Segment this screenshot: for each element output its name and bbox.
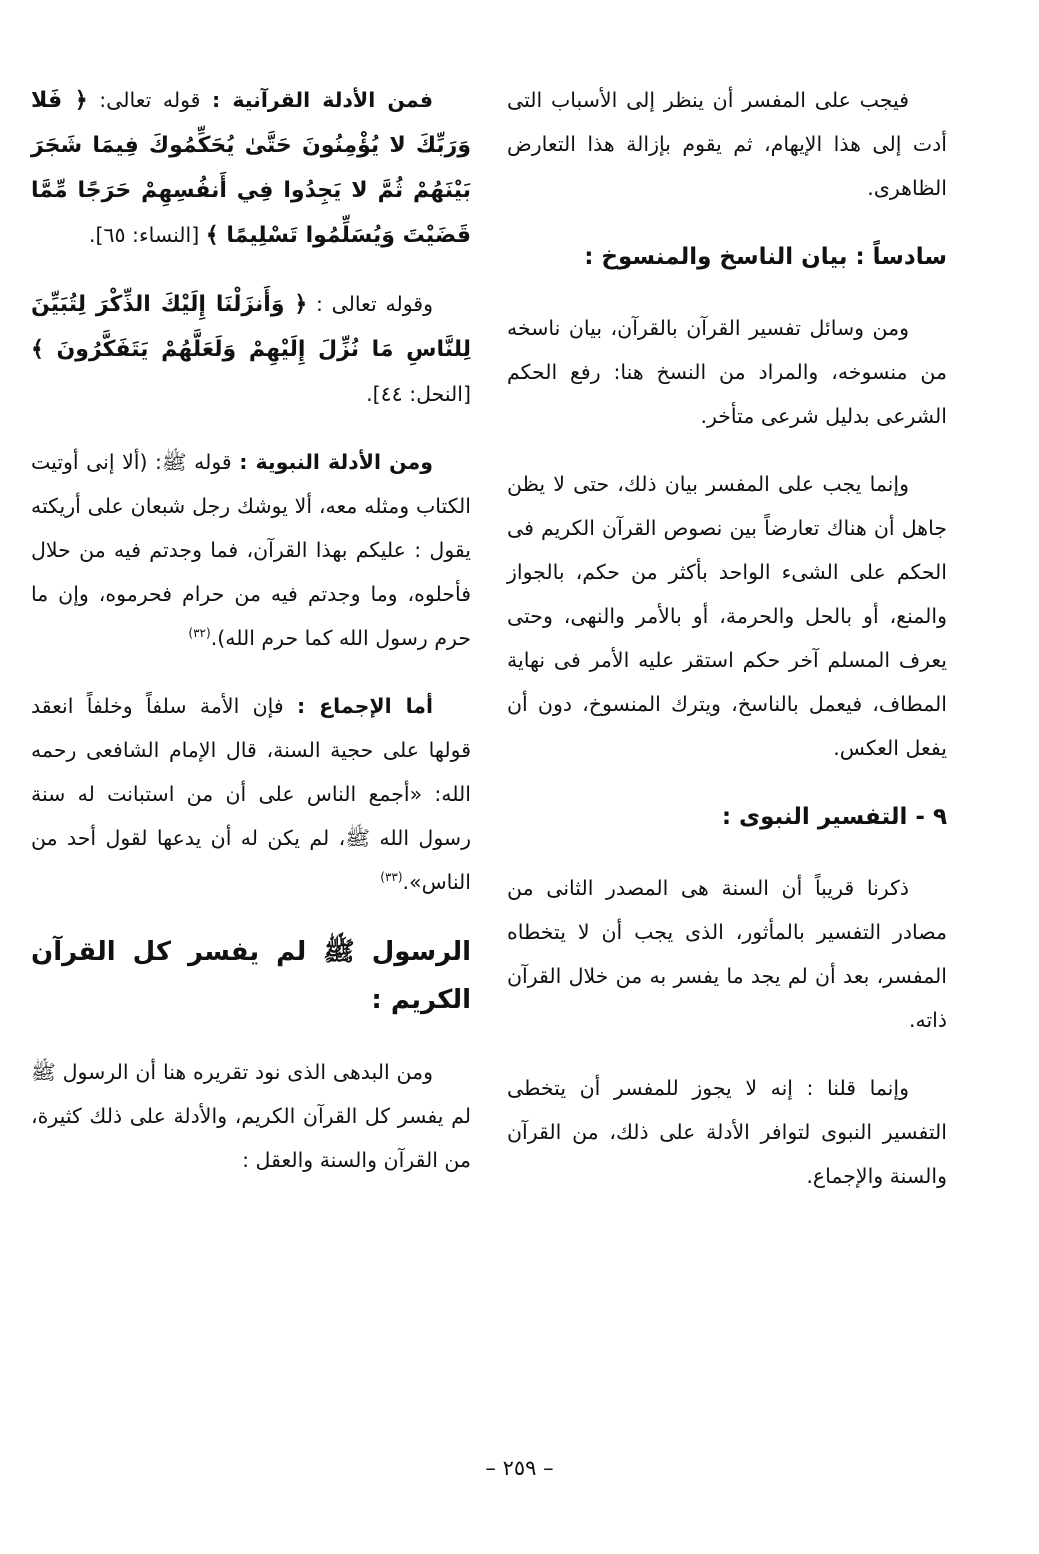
quran-verse: ﴿ وَأَنزَلْنَا إِلَيْكَ الذِّكْرَ لِتُبَيِّنَ لِلنَّاسِ مَا نُزِّلَ إِلَيْهِمْ وَلَعَلَّهُمْ يَتَفَكَّرُونَ ﴾ — [31, 292, 471, 362]
page-number: – ٢٥٩ – — [485, 1456, 554, 1480]
paragraph-prophetic-evidence — [31, 440, 471, 660]
right-column — [507, 78, 947, 1222]
footnote-marker: (٣٣) — [380, 870, 403, 885]
verse-reference: [النساء: ٦٥]. — [88, 223, 206, 247]
section-heading-prophetic-tafsir: ٩ - التفسير النبوى : — [721, 804, 947, 830]
verse-intro: قوله تعالى: — [87, 88, 213, 112]
paragraph: وإنما يجب على المفسر بيان ذلك، حتى لا يظن جاهل أن هناك تعارضاً بين نصوص القرآن الكريم فى الحكم على الشىء الواحد بأكثر من حكم، بالجواز والمنع، أو بالحل والحرمة، أو بالأمر والنهى، وحتى يعرف المسلم آخر حكم استقر عليه الأمر فى نهاية المطاف، فيعمل بالناسخ، ويترك المنسوخ، دون أن يفعل العكس. — [507, 472, 947, 760]
verse-reference: [النحل: ٤٤]. — [366, 382, 471, 406]
evidence-lead: فمن الأدلة القرآنية : — [212, 88, 433, 112]
paragraph: ذكرنا قريباً أن السنة هى المصدر الثانى من مصادر التفسير بالمأثور، الذى يجب أن لا يتخطاه المفسر، بعد أن لم يجد ما يفسر به من خلال القرآن ذاته. — [507, 876, 947, 1032]
paragraph: وإنما قلنا : إنه لا يجوز للمفسر أن يتخطى التفسير النبوى لتوافر الأدلة على ذلك، من القرآن والسنة والإجماع. — [507, 1076, 947, 1188]
evidence-lead: ومن الأدلة النبوية : — [239, 450, 433, 474]
paragraph-second-verse — [31, 282, 471, 416]
section-heading-not-all-quran: الرسول ﷺ لم يفسر كل القرآن الكريم : — [31, 937, 471, 1015]
paragraph: فيجب على المفسر أن ينظر إلى الأسباب التى أدت إلى هذا الإيهام، ثم يقوم بإزالة هذا التعارض الظاهرى. — [507, 88, 947, 200]
evidence-lead: أما الإجماع : — [297, 694, 433, 718]
paragraph: ومن وسائل تفسير القرآن بالقرآن، بيان ناسخه من منسوخه، والمراد من النسخ هنا: رفع الحكم الشرعى بدليل شرعى متأخر. — [507, 316, 947, 428]
verse-intro: وقوله تعالى : — [307, 292, 434, 316]
consensus-text: فإن الأمة سلفاً وخلفاً انعقد قولها على حجية السنة، قال الإمام الشافعى رحمه الله: «أجمع الناس على أن من استبانت له سنة رسول الله ﷺ، لم يكن له أن يدعها لقول أحد من الناس». — [31, 694, 471, 894]
footnote-marker: (٣٢) — [188, 626, 211, 641]
left-column — [31, 78, 471, 1206]
hadith-text: قوله ﷺ: (ألا إنى أوتيت الكتاب ومثله معه، ألا يوشك رجل شبعان على أريكته يقول : عليكم بهذا القرآن، فما وجدتم فيه من حلال فأحلوه، وما وجدتم فيه من حرام فحرموه، وإن ما حرم رسول الله كما حرم الله). — [31, 450, 471, 650]
paragraph-quranic-evidence — [31, 78, 471, 258]
section-heading-abrogation: سادساً : بيان الناسخ والمنسوخ : — [584, 244, 947, 270]
quran-verse: ﴿ فَلا وَرَبِّكَ لا يُؤْمِنُونَ حَتَّىٰ يُحَكِّمُوكَ فِيمَا شَجَرَ بَيْنَهُمْ ثُمَّ لا يَجِدُوا فِي أَنفُسِهِمْ حَرَجًا مِّمَّا قَضَيْتَ وَيُسَلِّمُوا تَسْلِيمًا ﴾ — [31, 88, 471, 248]
paragraph-consensus — [31, 684, 471, 904]
paragraph: ومن البدهى الذى نود تقريره هنا أن الرسول ﷺ لم يفسر كل القرآن الكريم، والأدلة على ذلك كثيرة، من القرآن والسنة والعقل : — [31, 1060, 471, 1172]
